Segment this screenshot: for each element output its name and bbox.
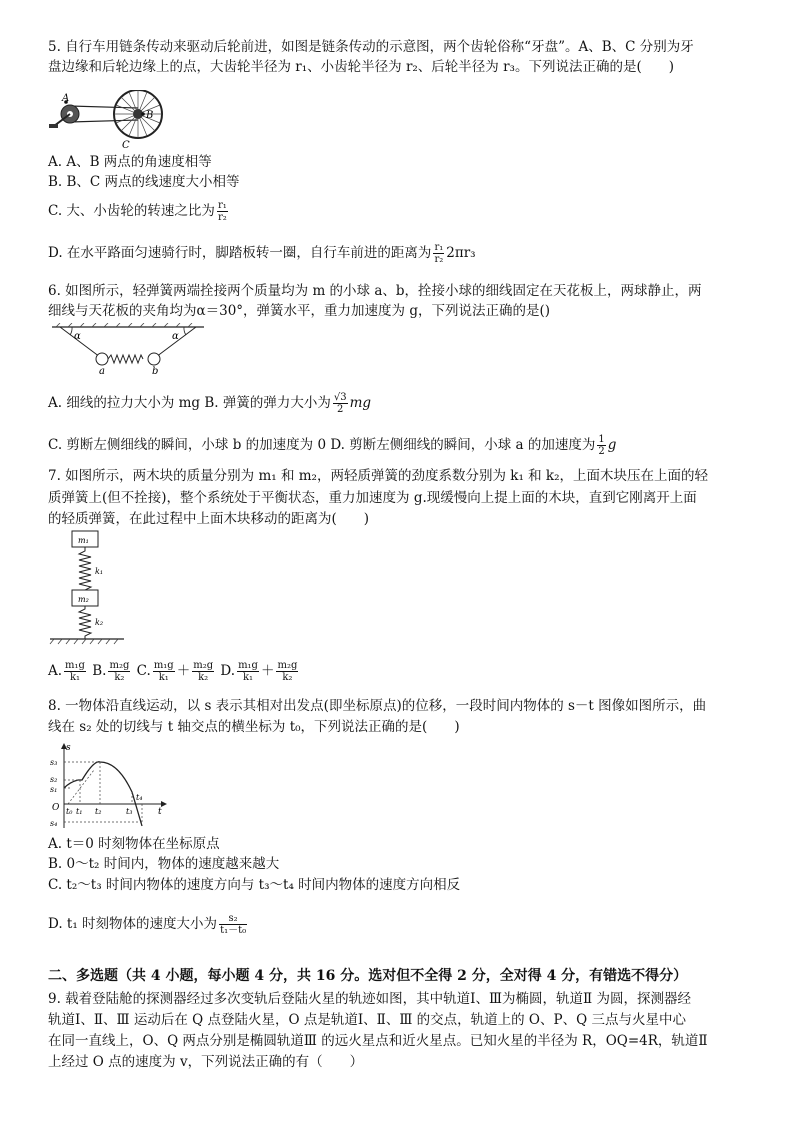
- fraction-denominator: k₂: [198, 672, 209, 683]
- q5-option-b: B. B、C 两点的线速度大小相等: [48, 174, 240, 190]
- q6-option-d-fraction: [597, 434, 605, 457]
- fraction-numerator: r₁: [434, 242, 444, 253]
- q7-option-b-fraction: [108, 660, 130, 683]
- right-angle-arc: [184, 327, 186, 335]
- s1-label: s₁: [50, 785, 58, 794]
- fraction-denominator: k₂: [114, 672, 125, 683]
- fraction-denominator: k₁: [242, 672, 254, 683]
- ball-b-shape: [148, 353, 160, 365]
- q9-stem-line-3: 在同一直线上，O、Q 两点分别是椭圆轨道Ⅲ 的远火星点和近火星点。已知火星的半径为 R，OQ=4R，轨道Ⅱ: [48, 1033, 708, 1049]
- q8-option-d: [48, 913, 249, 936]
- q6-options-ab: [48, 392, 371, 415]
- fraction-numerator: s₂: [219, 913, 247, 925]
- q5-option-a: A. A、B 两点的角速度相等: [48, 154, 212, 170]
- left-angle-label: α: [74, 331, 81, 342]
- q7-options-row: [48, 660, 300, 683]
- fraction-denominator: t₁－t₀: [220, 925, 247, 936]
- t1-label: t₁: [76, 807, 83, 816]
- q6-stem-line-1: 6. 如图所示，轻弹簧两端拴接两个质量均为 m 的小球 a、b，拴接小球的细线固定在天花板上，两球静止，两: [48, 283, 702, 299]
- fraction-denominator: r₂: [434, 254, 444, 265]
- fraction-numerator: m₂g: [193, 660, 214, 671]
- ball-a-label: a: [99, 366, 105, 375]
- q8-s-t-graph: [48, 740, 170, 832]
- q8-option-c: C. t₂～t₃ 时间内物体的速度方向与 t₃～t₄ 时间内物体的速度方向相反: [48, 877, 461, 893]
- t4-label: t₄: [136, 793, 143, 802]
- q5-option-c-text: C. 大、小齿轮的转速之比为: [48, 203, 215, 219]
- q6-option-b-fraction: [333, 392, 348, 415]
- pedal-shape: [49, 124, 58, 128]
- q8-stem-line-2: 线在 s₂ 处的切线与 t 轴交点的横坐标为 t₀，下列说法正确的是( ): [48, 719, 460, 735]
- q6-spring-balls-figure: [48, 323, 208, 375]
- q8-option-d-fraction: [219, 913, 247, 936]
- fraction-denominator: k₁: [69, 672, 81, 683]
- q7-option-a-fraction: [64, 660, 86, 683]
- q6-option-b-suffix: mg: [349, 395, 372, 411]
- fraction-denominator: 2: [598, 446, 605, 457]
- block-m1-label: m₁: [78, 536, 89, 545]
- q7-spring-blocks-figure: [48, 528, 128, 646]
- t2-label: t₂: [95, 807, 102, 816]
- s2-label: s₂: [50, 775, 58, 784]
- origin-label: O: [52, 803, 60, 813]
- q5-option-d-suffix: 2πr₃: [446, 245, 476, 261]
- point-b-dot: [141, 112, 145, 116]
- q8-stem-line-1: 8. 一物体沿直线运动，以 s 表示其相对出发点(即坐标原点)的位移，一段时间内物体的 s－t 图像如图所示，曲: [48, 698, 707, 714]
- fraction-numerator: 1: [598, 434, 605, 445]
- chain-upper-line: [70, 106, 138, 108]
- q5-option-c: [48, 200, 230, 223]
- label-c: C: [122, 140, 130, 150]
- q9-stem-line-1: 9. 载着登陆舱的探测器经过多次变轨后登陆火星的轨迹如图，其中轨道Ⅰ、Ⅲ为椭圆，轨道Ⅱ 为圆，探测器经: [48, 991, 691, 1007]
- q7-option-d-fraction-2: [276, 660, 298, 683]
- q7-option-d-fraction-1: [237, 660, 259, 683]
- q7-option-c-fraction-1: [153, 660, 175, 683]
- ceiling-hatching: [56, 323, 192, 327]
- t0-label: t₀: [66, 807, 73, 816]
- q7-stem-line-3: 的轻质弹簧，在此过程中上面木块移动的距离为( ): [48, 511, 370, 527]
- q8-option-a: A. t＝0 时刻物体在坐标原点: [48, 836, 220, 852]
- fraction-numerator: r₁: [217, 200, 227, 211]
- q5-option-d-fraction: [433, 242, 444, 265]
- q5-option-d: [48, 242, 476, 265]
- ground-hatching: [50, 639, 118, 644]
- ball-a-shape: [96, 353, 108, 365]
- q7-option-c-label: C.: [136, 663, 151, 679]
- q6-options-ab-text: A. 细线的拉力大小为 mg B. 弹簧的弹力大小为: [48, 395, 331, 411]
- plus-sign: ＋: [176, 663, 191, 679]
- spring-k1-label: k₁: [95, 567, 104, 576]
- s-axis-label: s: [66, 743, 71, 753]
- spring-k2-label: k₂: [95, 618, 104, 627]
- q6-options-cd: [48, 434, 616, 457]
- s4-label: s₄: [50, 819, 58, 828]
- q6-stem-line-2: 细线与天花板的夹角均为α＝30°，弹簧水平，重力加速度为 g，下列说法正确的是(): [48, 303, 551, 319]
- ball-b-label: b: [152, 366, 159, 375]
- right-angle-label: α: [172, 331, 179, 342]
- plus-sign: ＋: [260, 663, 275, 679]
- q5-option-c-fraction: [217, 200, 228, 223]
- fraction-denominator: k₁: [158, 672, 169, 683]
- q5-stem-line-2: 盘边缘和后轮边缘上的点，大齿轮半径为 r₁、小齿轮半径为 r₂、后轮半径为 r₃。下列说法正确的是( ): [48, 59, 675, 75]
- left-angle-arc: [70, 327, 72, 335]
- spring-k2-shape: [79, 606, 91, 639]
- label-b: B: [146, 110, 154, 121]
- fraction-denominator: r₂: [217, 212, 227, 223]
- fraction-denominator: 2: [337, 404, 344, 415]
- fraction-numerator: m₁g: [153, 660, 174, 671]
- horizontal-spring: [108, 355, 143, 363]
- q7-stem-line-1: 7. 如图所示，两木块的质量分别为 m₁ 和 m₂，两轻质弹簧的劲度系数分别为 k₁ 和 k₂，上面木块压在上面的轻: [48, 468, 709, 484]
- fraction-numerator: m₁g: [65, 660, 85, 671]
- fraction-numerator: √3: [333, 392, 347, 403]
- fraction-numerator: m₂g: [277, 660, 298, 671]
- s3-label: s₃: [50, 758, 58, 767]
- q9-stem-line-4: 上经过 O 点的速度为 v，下列说法正确的有（ ）: [48, 1054, 364, 1070]
- q6-option-d-suffix: g: [607, 437, 617, 453]
- t-axis-label: t: [158, 807, 162, 817]
- q7-stem-line-2: 质弹簧上(但不拴接)，整个系统处于平衡状态，重力加速度为 g.现缓慢向上提上面的木块，直到它刚离开上面: [48, 490, 697, 506]
- section-2-heading: 二、多选题（共 4 小题，每小题 4 分，共 16 分。选对但不全得 2 分，全对得 4 分，有错选不得分）: [48, 968, 688, 984]
- q5-stem-line-1: 5. 自行车用链条传动来驱动后轮前进，如图是链条传动的示意图，两个齿轮俗称“牙盘”。A、B、C 分别为牙: [48, 39, 694, 55]
- q7-option-d-label: D.: [220, 663, 236, 679]
- q5-bicycle-chain-figure: [48, 90, 166, 150]
- q7-option-c-fraction-2: [192, 660, 214, 683]
- fraction-numerator: m₁g: [238, 660, 258, 671]
- q7-option-b-label: B.: [92, 663, 107, 679]
- label-a: A: [62, 93, 70, 104]
- q7-option-a-label: A.: [48, 663, 63, 679]
- block-m2-label: m₂: [78, 595, 89, 604]
- q9-stem-line-2: 轨道Ⅰ、Ⅱ、Ⅲ 运动后在 Q 点登陆火星，O 点是轨道Ⅰ、Ⅱ、Ⅲ 的交点，轨道上的 O、P、Q 三点与火星中心: [48, 1012, 686, 1028]
- q8-option-b: B. 0～t₂ 时间内，物体的速度越来越大: [48, 856, 280, 872]
- chain-lower-line: [70, 120, 138, 122]
- fraction-numerator: m₂g: [109, 660, 130, 671]
- q5-option-d-text: D. 在水平路面匀速骑行时，脚踏板转一圈，自行车前进的距离为: [48, 245, 432, 261]
- spring-k1-shape: [79, 547, 91, 594]
- fraction-denominator: k₂: [282, 672, 293, 683]
- q6-options-cd-text: C. 剪断左侧细线的瞬间，小球 b 的加速度为 0 D. 剪断左侧细线的瞬间，小球 a 的加速度为: [48, 437, 596, 453]
- q8-option-d-text: D. t₁ 时刻物体的速度大小为: [48, 916, 218, 932]
- t3-label: t₃: [126, 807, 133, 816]
